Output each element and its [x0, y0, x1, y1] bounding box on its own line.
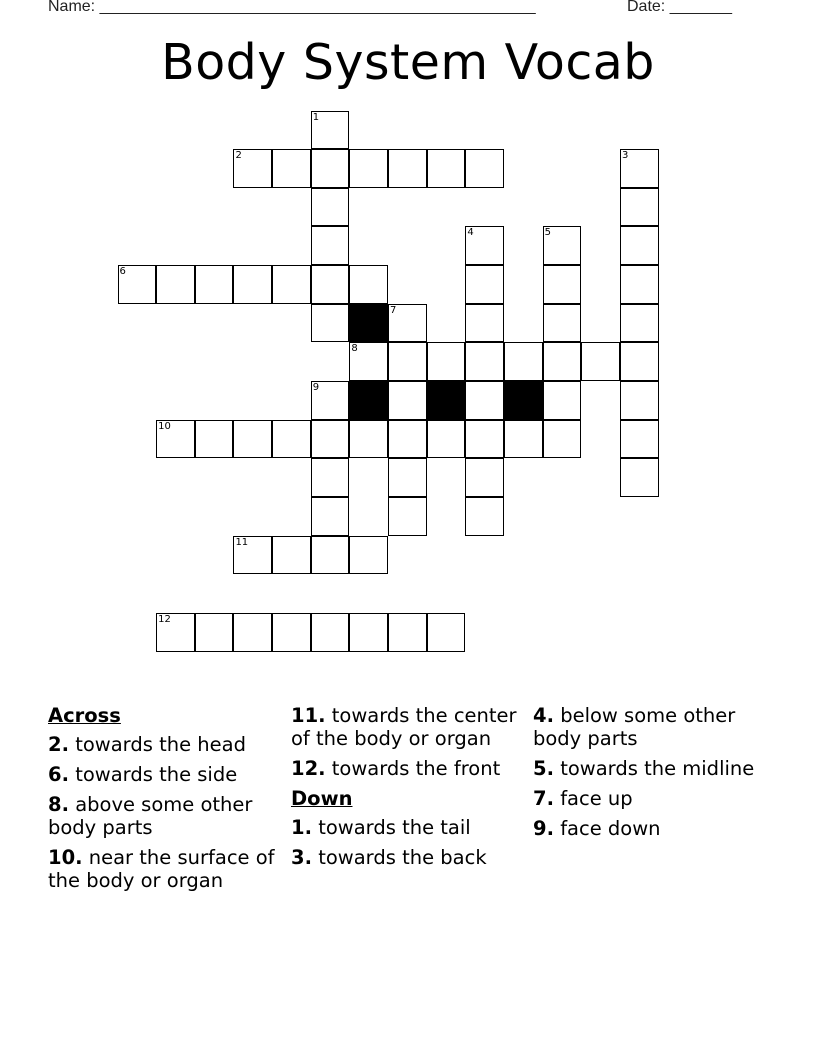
- clue-number: 2.: [48, 733, 69, 756]
- crossword-cell[interactable]: [427, 342, 466, 381]
- crossword-cell[interactable]: [620, 458, 659, 497]
- crossword-cell[interactable]: [427, 149, 466, 188]
- clue-text: above some other body parts: [48, 793, 253, 839]
- crossword-cell[interactable]: [543, 420, 582, 459]
- crossword-cell[interactable]: [620, 149, 659, 188]
- crossword-cell[interactable]: [195, 613, 234, 652]
- clue-number: 8.: [48, 793, 69, 816]
- crossword-cell[interactable]: [311, 188, 350, 227]
- crossword-cell[interactable]: [311, 458, 350, 497]
- clue-number-label: 6: [119, 266, 126, 278]
- clues-column-1: [48, 704, 280, 899]
- crossword-cell[interactable]: [233, 613, 272, 652]
- crossword-cell[interactable]: [311, 226, 350, 265]
- crossword-cell[interactable]: [620, 420, 659, 459]
- crossword-block: [349, 381, 388, 420]
- clue-number-label: 8: [351, 343, 358, 355]
- clue-number-label: 11: [235, 536, 249, 548]
- clue-number-label: 3: [621, 150, 629, 162]
- crossword-cell[interactable]: [311, 381, 350, 420]
- crossword-cell[interactable]: [272, 265, 311, 304]
- clue-down-3: [291, 846, 527, 869]
- date-field-label: Date: _______: [627, 0, 732, 15]
- clue-number: 11.: [291, 704, 326, 727]
- clue-number-label: 5: [544, 227, 552, 239]
- crossword-cell[interactable]: [272, 420, 311, 459]
- clue-down-4: [533, 704, 769, 750]
- crossword-block: [504, 381, 543, 420]
- name-field-label: Name: _________________________________________________: [48, 0, 536, 15]
- crossword-cell[interactable]: [465, 342, 504, 381]
- clue-text: face down: [560, 817, 661, 840]
- crossword-cell[interactable]: [195, 265, 234, 304]
- crossword-cell[interactable]: [388, 342, 427, 381]
- clue-number: 7.: [533, 787, 554, 810]
- clue-down-5: [533, 757, 769, 780]
- clue-text: towards the back: [318, 846, 487, 869]
- clue-down-1: [291, 816, 527, 839]
- crossword-cell[interactable]: [272, 536, 311, 575]
- clue-number: 1.: [291, 816, 312, 839]
- crossword-cell[interactable]: [311, 149, 350, 188]
- clue-text: towards the center of the body or organ: [291, 704, 517, 750]
- crossword-cell[interactable]: [233, 420, 272, 459]
- crossword-cell[interactable]: [465, 265, 504, 304]
- crossword-cell[interactable]: [465, 149, 504, 188]
- crossword-cell[interactable]: [543, 226, 582, 265]
- clues-column-2: [291, 704, 527, 876]
- clue-across-12: [291, 757, 527, 780]
- crossword-cell[interactable]: [349, 265, 388, 304]
- crossword-cell[interactable]: [156, 265, 195, 304]
- crossword-cell[interactable]: [620, 304, 659, 343]
- clue-text: below some other body parts: [533, 704, 736, 750]
- clue-across-2: [48, 733, 280, 756]
- crossword-cell[interactable]: [543, 304, 582, 343]
- crossword-cell[interactable]: [311, 497, 350, 536]
- clue-number: 5.: [533, 757, 554, 780]
- crossword-block: [427, 381, 466, 420]
- clue-number-label: 1: [312, 111, 320, 123]
- crossword-cell[interactable]: [195, 420, 234, 459]
- down-heading: Down: [291, 787, 353, 810]
- crossword-cell[interactable]: [118, 265, 157, 304]
- crossword-cell[interactable]: [156, 420, 195, 459]
- across-heading: Across: [48, 704, 121, 727]
- clue-number-label: 12: [158, 613, 171, 625]
- crossword-cell[interactable]: [311, 420, 350, 459]
- crossword-cell[interactable]: [504, 420, 543, 459]
- crossword-cell[interactable]: [388, 304, 427, 343]
- crossword-cell[interactable]: [388, 458, 427, 497]
- crossword-cell[interactable]: [311, 304, 350, 343]
- clue-across-8: [48, 793, 280, 839]
- clue-down-7: [533, 787, 769, 810]
- crossword-cell[interactable]: [504, 342, 543, 381]
- crossword-cell[interactable]: [620, 188, 659, 227]
- clue-text: face up: [560, 787, 633, 810]
- clue-across-10: [48, 846, 280, 892]
- crossword-cell[interactable]: [233, 265, 272, 304]
- clue-down-9: [533, 817, 769, 840]
- clue-across-6: [48, 763, 280, 786]
- crossword-cell[interactable]: [427, 420, 466, 459]
- crossword-cell[interactable]: [620, 342, 659, 381]
- crossword-cell[interactable]: [620, 226, 659, 265]
- clue-number-label: 2: [235, 150, 242, 162]
- crossword-cell[interactable]: [388, 497, 427, 536]
- crossword-cell[interactable]: [620, 265, 659, 304]
- clue-text: towards the side: [75, 763, 238, 786]
- crossword-cell[interactable]: [620, 381, 659, 420]
- crossword-cell[interactable]: [388, 420, 427, 459]
- crossword-cell[interactable]: [465, 420, 504, 459]
- crossword-cell[interactable]: [311, 265, 350, 304]
- crossword-cell[interactable]: [233, 536, 272, 575]
- crossword-cell[interactable]: [272, 149, 311, 188]
- crossword-cell[interactable]: [311, 536, 350, 575]
- crossword-cell[interactable]: [465, 458, 504, 497]
- crossword-cell[interactable]: [388, 149, 427, 188]
- crossword-cell[interactable]: [233, 149, 272, 188]
- clue-text: towards the midline: [560, 757, 755, 780]
- crossword-cell[interactable]: [272, 613, 311, 652]
- clue-number-label: 10: [158, 420, 171, 432]
- clue-across-11: [291, 704, 527, 750]
- clue-text: towards the front: [331, 757, 501, 780]
- crossword-cell[interactable]: [543, 381, 582, 420]
- crossword-cell[interactable]: [349, 536, 388, 575]
- clue-text: towards the tail: [318, 816, 471, 839]
- clue-text: near the surface of the body or organ: [48, 846, 275, 892]
- crossword-cell[interactable]: [581, 342, 620, 381]
- crossword-cell[interactable]: [543, 342, 582, 381]
- clue-number: 10.: [48, 846, 83, 869]
- crossword-cell[interactable]: [388, 381, 427, 420]
- crossword-cell[interactable]: [349, 149, 388, 188]
- crossword-cell[interactable]: [349, 420, 388, 459]
- clue-number-label: 7: [390, 304, 397, 316]
- clue-number-label: 9: [312, 382, 320, 394]
- crossword-cell[interactable]: [427, 613, 466, 652]
- crossword-cell[interactable]: [349, 613, 388, 652]
- clue-number: 9.: [533, 817, 554, 840]
- crossword-cell[interactable]: [465, 497, 504, 536]
- crossword-cell[interactable]: [543, 265, 582, 304]
- crossword-cell[interactable]: [311, 111, 350, 150]
- crossword-cell[interactable]: [156, 613, 195, 652]
- page-title: Body System Vocab: [161, 34, 655, 91]
- clue-text: towards the head: [75, 733, 246, 756]
- crossword-cell[interactable]: [465, 304, 504, 343]
- crossword-block: [349, 304, 388, 343]
- crossword-cell[interactable]: [349, 342, 388, 381]
- crossword-cell[interactable]: [311, 613, 350, 652]
- clue-number-label: 4: [467, 227, 474, 239]
- crossword-cell[interactable]: [465, 381, 504, 420]
- crossword-cell[interactable]: [388, 613, 427, 652]
- clue-number: 4.: [533, 704, 554, 727]
- clue-number: 6.: [48, 763, 69, 786]
- clue-number: 12.: [291, 757, 326, 780]
- clue-number: 3.: [291, 846, 312, 869]
- clues-column-3: [533, 704, 769, 847]
- crossword-cell[interactable]: [465, 226, 504, 265]
